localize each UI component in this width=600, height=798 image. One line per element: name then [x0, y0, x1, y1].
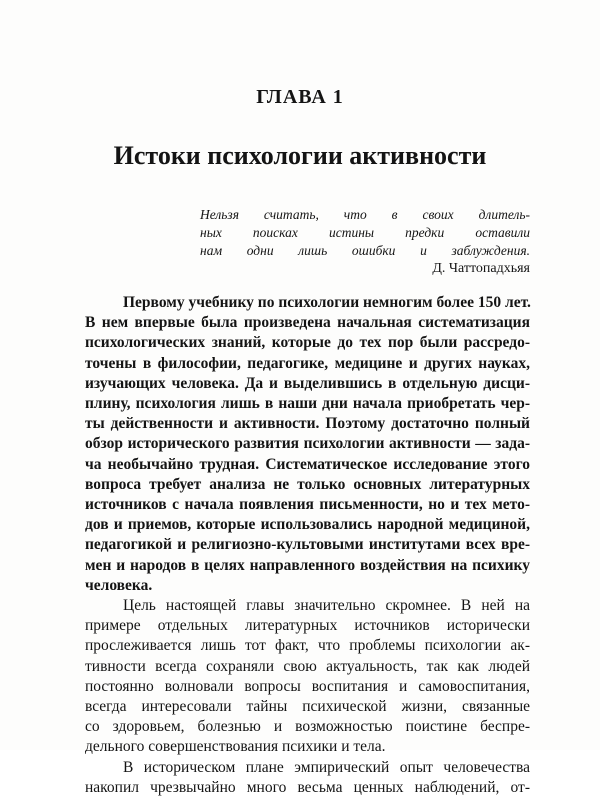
paragraph	[85, 293, 530, 596]
epigraph-line: Нельзя считать, что в своих длитель-	[200, 207, 530, 222]
text-line: В нем впервые была произведена начальная систематизация	[85, 314, 530, 332]
epigraph-line: ных поисках истины предки оставили	[200, 225, 530, 240]
text-line: накопил чрезвычайно много весьма ценных наблюдений, от-	[85, 778, 530, 796]
text-line: человека.	[85, 576, 153, 594]
text-line: ча необычайно трудная. Систематическое исследование этого	[85, 455, 530, 473]
body-text	[85, 293, 530, 798]
text-line: В историческом плане эмпирический опыт человечества	[123, 758, 530, 776]
text-line: со здоровьем, болезнью и возможностью поистине беспре-	[85, 718, 530, 736]
text-line: плину, психология лишь в наши дни начала приобретать чер-	[85, 395, 530, 413]
epigraph-author: Д. Чаттопадхьяя	[432, 261, 530, 276]
text-line: ты действенности и активности. Поэтому достаточно полный	[85, 415, 530, 433]
text-line: дов и приемов, которые использовались народной медициной,	[85, 516, 530, 534]
text-line: вопроса требует анализа не только основных литературных	[85, 475, 530, 493]
chapter-title: Истоки психологии активности	[113, 141, 487, 170]
text-line: источников с начала появления письменности, но и тех мето-	[85, 496, 530, 514]
text-line: примере отдельных литературных источников исторически	[85, 617, 530, 635]
text-line: Первому учебнику по психологии немногим более 150 лет.	[123, 294, 531, 311]
text-line: педагогикой и религиозно-культовыми институтами всех вре-	[85, 536, 530, 554]
text-line: изучающих человека. Да и выделившись в отдельную дисци-	[85, 374, 530, 392]
text-line: прослеживается лишь тот факт, что проблемы психологии ак-	[85, 637, 530, 655]
chapter-label: ГЛАВА 1	[256, 86, 344, 108]
epigraph-line: нам одни лишь ошибки и заблуждения.	[200, 243, 530, 258]
text-line: дельного совершенствования психики и тела.	[85, 738, 386, 756]
epigraph	[200, 206, 530, 260]
text-line: постоянно волновали вопросы воспитания и самовоспитания,	[85, 677, 530, 695]
paragraph	[85, 596, 530, 758]
text-line: мен и народов в целях направленного воздействия на психику	[85, 556, 530, 574]
paragraph	[85, 758, 530, 798]
text-line: точены в философии, педагогике, медицине и других науках,	[85, 354, 530, 372]
text-line: Цель настоящей главы значительно скромнее. В ней на	[123, 597, 530, 615]
text-line: всегда интересовали тайны психической жизни, связанные	[85, 698, 530, 716]
text-line: тивности всегда сохраняли свою актуальность, так как людей	[85, 657, 530, 675]
text-line: обзор исторического развития психологии активности — зада-	[85, 435, 530, 453]
text-line: психологических знаний, которые до тех пор были рассредо-	[85, 334, 530, 352]
